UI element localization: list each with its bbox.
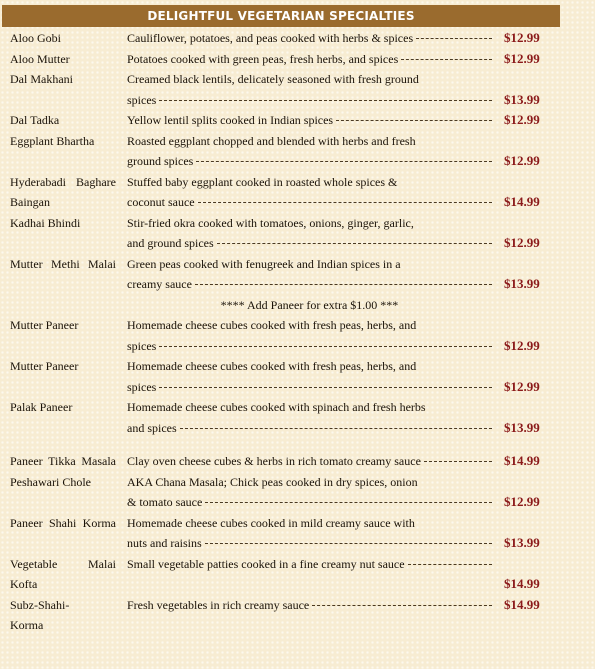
dish-price: $12.99 <box>504 235 540 250</box>
dish-description: Cauliflower, potatoes, and peas cooked with herbs & spices <box>127 28 492 49</box>
menu-item <box>10 131 555 172</box>
dish-price: $12.99 <box>504 153 540 168</box>
dish-price: $13.99 <box>504 276 540 291</box>
menu-item <box>10 213 555 254</box>
paneer-note: **** Add Paneer for extra $1.00 *** <box>220 297 399 312</box>
dish-name: Kadhai Bhindi <box>10 215 81 230</box>
menu-item <box>10 513 555 554</box>
dish-name: Mutter Paneer <box>10 359 79 373</box>
dish-name: Mutter Methi Malai <box>10 256 116 271</box>
dish-description: Stir-fried okra cooked with tomatoes, onions, ginger, garlic, and ground spices <box>127 213 492 254</box>
dish-name: Aloo Mutter <box>10 51 70 66</box>
dish-price: $12.99 <box>504 50 540 66</box>
section-title-bar <box>2 5 560 27</box>
dish-name: Dal Makhani <box>10 72 73 86</box>
menu-item <box>10 397 555 438</box>
dish-name: Hyderabadi Baghare Baingan <box>10 174 116 209</box>
dish-description: Yellow lentil splits cooked in Indian spices <box>127 110 492 131</box>
dish-name: Peshawari Chole <box>10 474 91 489</box>
dish-name: Dal Tadka <box>10 113 60 127</box>
dish-price: $13.99 <box>504 419 540 435</box>
menu-item <box>10 451 555 472</box>
dish-description: Homemade cheese cubes cooked with fresh peas, herbs, and spices <box>127 315 492 356</box>
menu-item <box>10 110 555 131</box>
dish-price: $12.99 <box>504 30 540 45</box>
dish-price: $14.99 <box>504 194 540 209</box>
menu-item <box>10 472 555 513</box>
menu-item <box>10 315 555 356</box>
section-title: DELIGHTFUL VEGETARIAN SPECIALTIES <box>147 9 415 23</box>
dish-name: Eggplant Bhartha <box>10 133 95 148</box>
dish-name: Aloo Gobi <box>10 31 61 45</box>
dish-name: Subz-Shahi-Korma <box>10 597 70 632</box>
dish-price: $13.99 <box>504 535 540 550</box>
dish-description: Fresh vegetables in rich creamy sauce <box>127 595 492 616</box>
dish-description: Green peas cooked with fenugreek and Indian spices in a creamy sauce <box>127 254 492 295</box>
menu-item <box>10 554 555 595</box>
dish-description: Stuffed baby eggplant cooked in roasted whole spices & coconut sauce <box>127 172 492 213</box>
dish-name: Paneer Tikka Masala <box>10 454 116 468</box>
dish-description: Small vegetable patties cooked in a fine creamy nut sauce <box>127 554 492 575</box>
menu-list <box>10 28 555 636</box>
dish-price: $12.99 <box>504 112 540 127</box>
menu-item <box>10 172 555 213</box>
dish-price: $14.99 <box>504 596 540 612</box>
dish-description: Homemade cheese cubes cooked in mild creamy sauce with nuts and raisins <box>127 513 492 554</box>
menu-item <box>10 595 555 636</box>
dish-price: $13.99 <box>504 91 540 107</box>
dish-description: Potatoes cooked with green peas, fresh herbs, and spices <box>127 49 492 70</box>
menu-item <box>10 49 555 70</box>
dish-name: Vegetable Malai Kofta <box>10 556 116 591</box>
menu-item <box>10 356 555 397</box>
dish-description: Creamed black lentils, delicately seasoned with fresh ground spices <box>127 69 492 110</box>
dish-price: $14.99 <box>504 453 540 468</box>
dish-price: $12.99 <box>504 378 540 394</box>
dish-name: Paneer Shahi Korma <box>10 515 116 530</box>
dish-description: AKA Chana Masala; Chick peas cooked in dry spices, onion & tomato sauce <box>127 472 492 513</box>
dish-description: Homemade cheese cubes cooked with spinach and fresh herbs and spices <box>127 397 492 438</box>
menu-item <box>10 69 555 110</box>
dish-description: Roasted eggplant chopped and blended with herbs and fresh ground spices <box>127 131 492 172</box>
menu-item <box>10 28 555 49</box>
dish-name: Palak Paneer <box>10 400 73 414</box>
dish-price: $12.99 <box>504 494 540 509</box>
menu-item <box>10 254 555 295</box>
dish-description: Clay oven cheese cubes & herbs in rich tomato creamy sauce <box>127 451 492 472</box>
dish-description: Homemade cheese cubes cooked with fresh peas, herbs, and spices <box>127 356 492 397</box>
dish-price: $12.99 <box>504 337 540 353</box>
dish-price: $14.99 <box>504 576 540 591</box>
dish-name: Mutter Paneer <box>10 318 79 332</box>
